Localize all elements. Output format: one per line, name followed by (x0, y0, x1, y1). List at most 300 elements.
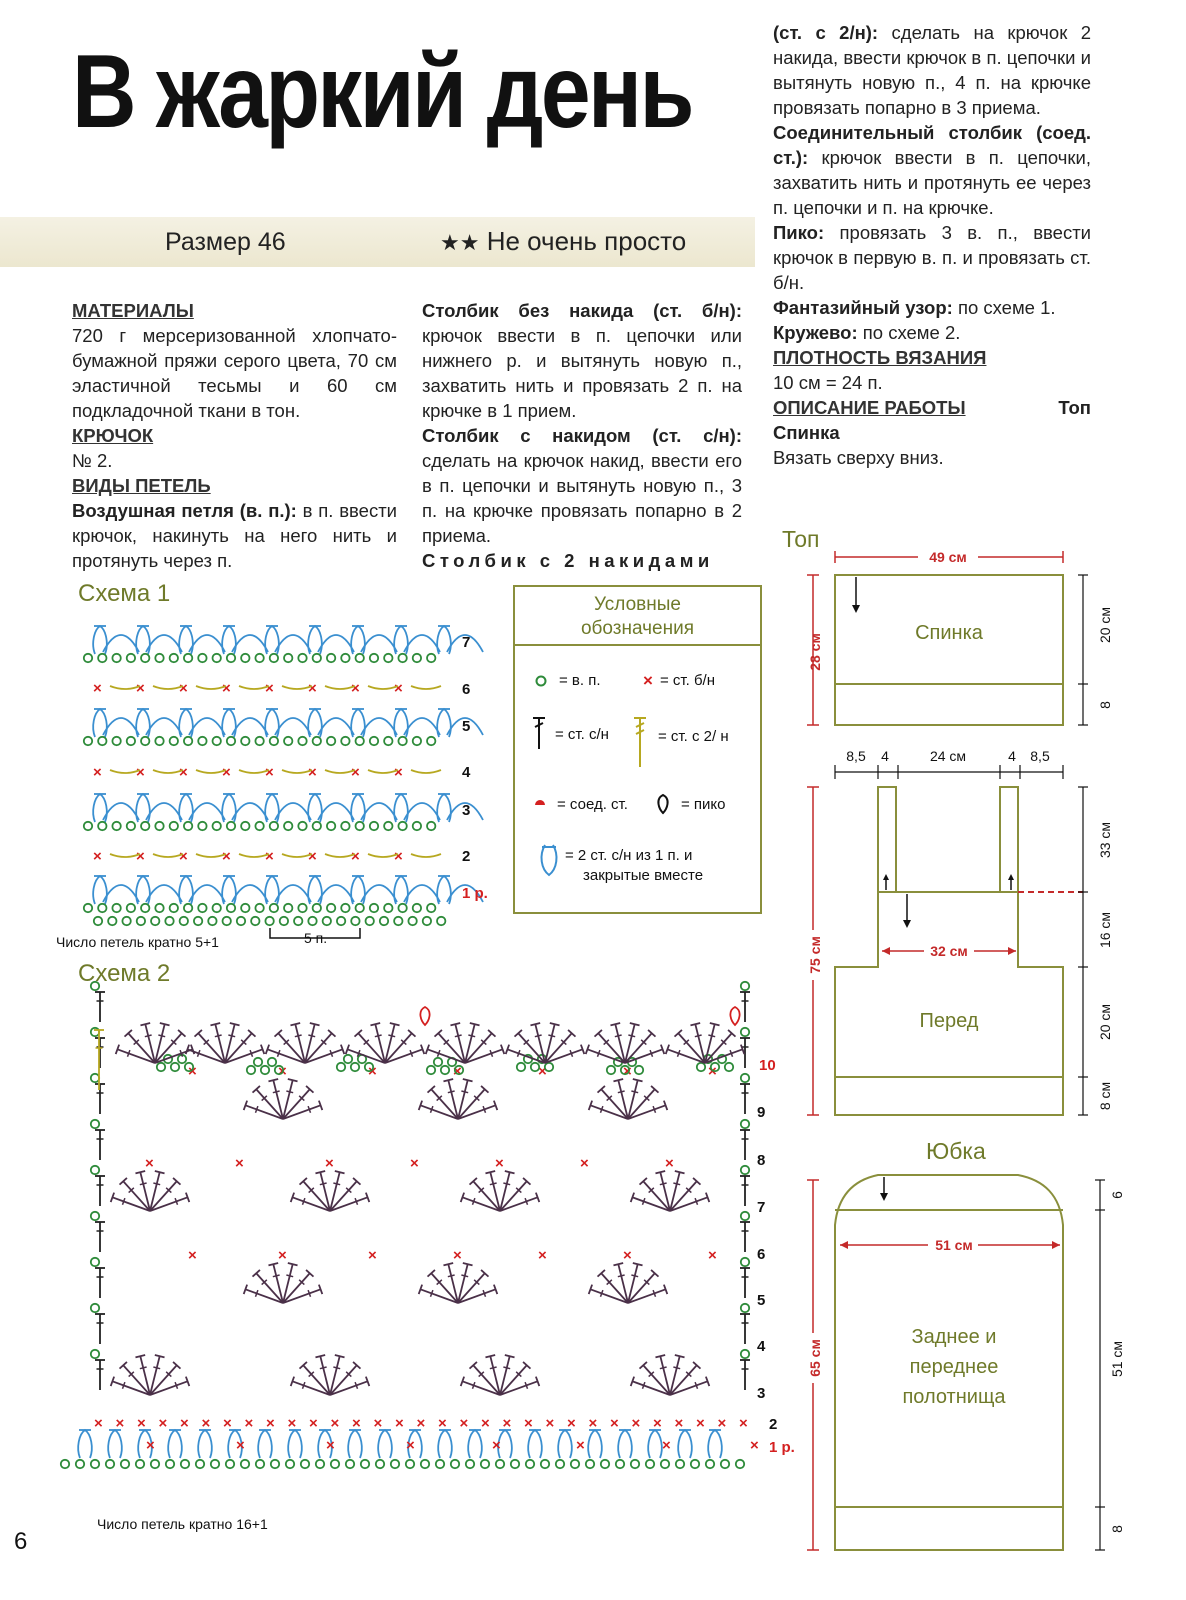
back-pattern (807, 547, 1113, 725)
chain-stitch-icon (341, 822, 349, 830)
front-upper: 20 см (1097, 1003, 1113, 1041)
sc-stitch-icon: × (244, 1415, 254, 1432)
sc-stitch-icon: × (179, 764, 188, 781)
dc-top-icon (135, 1171, 145, 1173)
chain-stitch-icon (271, 1460, 279, 1468)
scallop-icon (103, 803, 139, 820)
chain-stitch-icon (370, 904, 378, 912)
schema2-row-9: 9 (757, 1104, 766, 1121)
chain-stitch-icon (91, 1120, 99, 1128)
chain-stitch-icon (327, 654, 335, 662)
chain-stitch-icon (437, 917, 445, 925)
chain-stitch-icon (384, 904, 392, 912)
chain-stitch-icon (112, 737, 120, 745)
skirt-title: Юбка (926, 1138, 986, 1164)
chain-stitch-icon (301, 1460, 309, 1468)
chain-stitch-icon (241, 737, 249, 745)
sc-stitch-icon: × (179, 680, 188, 697)
cluster-stitch-icon (288, 1430, 302, 1458)
schema2-symbols (61, 982, 759, 1468)
scallop-icon (404, 803, 440, 820)
sc-stitch-icon: × (394, 680, 403, 697)
sc-stitch-icon: × (406, 1437, 415, 1454)
sc-stitch-icon: × (373, 1415, 383, 1432)
sc-stitch-icon: × (201, 1415, 211, 1432)
dc-bar-icon (153, 1367, 160, 1369)
chain-stitch-icon (255, 654, 263, 662)
chain-stitch-icon (413, 654, 421, 662)
legend-tr: = ст. с 2/ н (658, 728, 729, 745)
scallop-icon (318, 635, 354, 652)
sc-stitch-icon: × (459, 1415, 469, 1432)
dc-top-icon (155, 1355, 165, 1357)
sc-stitch-icon: × (93, 680, 102, 697)
sc-stitch-icon: × (502, 1415, 512, 1432)
chain-stitch-icon (157, 1063, 165, 1071)
sc-stitch-icon: × (265, 764, 274, 781)
chain-stitch-icon (706, 1460, 714, 1468)
cluster-stitch-icon (708, 1430, 722, 1458)
sc-stitch-icon: × (278, 1247, 287, 1264)
cluster-stitch-icon (258, 1430, 272, 1458)
sc-stitch-icon: × (222, 848, 231, 865)
chain-stitch-icon (384, 737, 392, 745)
chain-stitch-icon (356, 737, 364, 745)
chain-icon (537, 677, 546, 686)
chain-stitch-icon (341, 737, 349, 745)
dc-bar-icon (628, 1035, 635, 1037)
difficulty-label (440, 226, 686, 257)
dc-top-icon (505, 1355, 515, 1357)
schema1-symbols (84, 626, 483, 925)
legend-sc: = ст. б/н (660, 672, 716, 689)
chain-stitch-icon (251, 917, 259, 925)
legend-sl: = соед. ст. (557, 796, 628, 813)
sc-stitch-icon: × (158, 1415, 168, 1432)
dc-top-icon (160, 1023, 170, 1025)
schema2-row-10: 10 (759, 1057, 776, 1074)
chain-stitch-icon (213, 904, 221, 912)
chain-stitch-icon (298, 737, 306, 745)
chain-stitch-icon (127, 904, 135, 912)
chain-stitch-icon (607, 1066, 615, 1074)
sc-stitch-icon: × (236, 1437, 245, 1454)
chain-stitch-icon (327, 904, 335, 912)
back-upper: 20 см (1097, 606, 1113, 644)
sc-stitch-icon: × (222, 680, 231, 697)
chain-stitch-icon (268, 1058, 276, 1066)
chain-stitch-icon (436, 1460, 444, 1468)
dc-bar-icon (631, 1091, 638, 1093)
chain-stitch-icon (254, 1058, 262, 1066)
chain-stitch-icon (170, 904, 178, 912)
dc-bar-icon (273, 1275, 280, 1277)
chain-stitch-icon (208, 917, 216, 925)
scallop-icon (361, 803, 397, 820)
chain-stitch-icon (725, 1063, 733, 1071)
chain-stitch-icon (270, 737, 278, 745)
schema2-row-2: 2 (769, 1416, 778, 1433)
schema2-chart (55, 1005, 800, 1535)
chain-stitch-icon (270, 822, 278, 830)
chain-stitch-icon (466, 1460, 474, 1468)
schema1-row-3: 3 (462, 802, 471, 819)
page-title: В жаркий день (72, 34, 692, 150)
sc-stitch-icon: × (368, 1063, 377, 1080)
dc-top-icon (315, 1355, 325, 1357)
chain-stitch-icon (313, 904, 321, 912)
chain-stitch-icon (384, 822, 392, 830)
schema2-row-3: 3 (757, 1385, 766, 1402)
dc-top-icon (613, 1079, 623, 1081)
chain-stitch-icon (427, 822, 435, 830)
dc-bar-icon (695, 1035, 702, 1037)
skirt-height: 65 см (807, 1339, 823, 1377)
chain-stitch-icon (198, 904, 206, 912)
chain-stitch-icon (241, 822, 249, 830)
tr-chain-icon (411, 770, 441, 773)
chain-stitch-icon (294, 917, 302, 925)
skirt-mid: 51 см (1109, 1340, 1125, 1378)
scallop-icon (232, 718, 268, 735)
chain-stitch-icon (106, 1460, 114, 1468)
scallop-icon (275, 885, 311, 902)
chain-stitch-icon (284, 822, 292, 830)
chain-stitch-icon (91, 1212, 99, 1220)
chain-stitch-icon (398, 822, 406, 830)
dc-bar-icon (145, 1035, 152, 1037)
chain-stitch-icon (601, 1460, 609, 1468)
chain-stitch-icon (112, 654, 120, 662)
chain-stitch-icon (184, 822, 192, 830)
dc-top-icon (335, 1171, 345, 1173)
chain-stitch-icon (341, 654, 349, 662)
sc-stitch-icon: × (545, 1415, 555, 1432)
chain-stitch-icon (398, 654, 406, 662)
sc-stitch-icon: × (265, 680, 274, 697)
sc-stitch-icon: × (623, 1063, 632, 1080)
sc-stitch-icon: × (136, 680, 145, 697)
dc-top-icon (505, 1171, 515, 1173)
sc-stitch-icon: × (136, 848, 145, 865)
dc-top-icon (370, 1023, 380, 1025)
chain-stitch-icon (646, 1460, 654, 1468)
schema2-title: Схема 2 (78, 960, 171, 987)
sc-stitch-icon: × (576, 1437, 585, 1454)
sc-stitch-icon: × (662, 1437, 671, 1454)
scallop-icon (103, 635, 139, 652)
chain-stitch-icon (155, 822, 163, 830)
sc-stitch-icon: × (708, 1247, 717, 1264)
sc-stitch-icon: × (278, 1063, 287, 1080)
dc-top-icon (463, 1263, 473, 1265)
cluster-stitch-icon (648, 1430, 662, 1458)
schema1-row-5: 5 (462, 718, 471, 735)
skirt-label-3: полотнища (902, 1386, 1006, 1408)
sc-stitch-icon: × (223, 1415, 232, 1432)
dc-bar-icon (535, 1035, 542, 1037)
schema2-row-7: 7 (757, 1199, 766, 1216)
dc-bar-icon (320, 1367, 327, 1369)
chain-stitch-icon (112, 904, 120, 912)
column-materials (72, 298, 397, 573)
cluster-stitch-icon (618, 1430, 632, 1458)
dc-top-icon (155, 1171, 165, 1173)
chain-stitch-icon (171, 1063, 179, 1071)
chain-stitch-icon (413, 904, 421, 912)
sc-stitch-icon: × (665, 1155, 674, 1172)
dc-bar-icon (503, 1367, 510, 1369)
scallop-icon (361, 718, 397, 735)
chain-stitch-icon (541, 1460, 549, 1468)
chain-stitch-icon (184, 904, 192, 912)
sc-stitch-icon: × (394, 764, 403, 781)
schema2-row-5: 5 (757, 1292, 766, 1309)
sc-stitch-icon: × (179, 848, 188, 865)
chain-stitch-icon (255, 737, 263, 745)
scallop-icon (189, 635, 225, 652)
front-mid: 16 см (1097, 911, 1113, 949)
dc-top-icon (463, 1079, 473, 1081)
schema1-row-1: 1 р. (462, 885, 488, 902)
skirt-pattern (806, 1175, 1125, 1550)
picot-icon (420, 1007, 429, 1025)
chain-stitch-icon (91, 1460, 99, 1468)
sc-stitch-icon: × (453, 1247, 462, 1264)
legend-cluster-2: закрытые вместе (583, 867, 704, 884)
dc-top-icon (633, 1263, 643, 1265)
dc-top-icon (443, 1079, 453, 1081)
chain-stitch-icon (155, 904, 163, 912)
chain-stitch-icon (91, 1304, 99, 1312)
dc-top-icon (310, 1023, 320, 1025)
front-straps: 33 см (1097, 821, 1113, 859)
gauge-heading: ПЛОТНОСТЬ ВЯЗАНИЯ (773, 347, 987, 368)
scallop-icon (103, 885, 139, 902)
chain-stitch-icon (141, 822, 149, 830)
chain-stitch-icon (398, 904, 406, 912)
sc-stitch-icon: × (567, 1415, 576, 1432)
skirt-label-2: переднее (909, 1356, 999, 1378)
schema1-row-7: 7 (462, 634, 471, 651)
chain-stitch-icon (98, 654, 106, 662)
chain-stitch-icon (84, 737, 92, 745)
dc-top-icon (630, 1023, 640, 1025)
dc-bar-icon (320, 1183, 327, 1185)
chain-stitch-icon (741, 1304, 749, 1312)
sc-stitch-icon: × (309, 1415, 318, 1432)
dc-top-icon (633, 1079, 643, 1081)
dc-bar-icon (273, 1091, 280, 1093)
chain-stitch-icon (122, 917, 130, 925)
sc-stitch-icon: × (495, 1155, 504, 1172)
front-lower: 8 см (1097, 1081, 1113, 1111)
dc-top-icon (710, 1023, 720, 1025)
pattern-lace: Кружево: по схеме 2. (773, 322, 961, 343)
legend-title: Условные обозначения (580, 594, 695, 639)
sc-stitch-icon: × (481, 1415, 490, 1432)
chain-stitch-icon (91, 1166, 99, 1174)
dc-bar-icon (490, 1367, 497, 1369)
dc-bar-icon (333, 1367, 340, 1369)
sc-stitch-icon: × (188, 1247, 197, 1264)
front-dim-4: 4 (1008, 748, 1016, 764)
dc-bar-icon (455, 1035, 462, 1037)
scallop-icon (189, 803, 225, 820)
sc-stitch-icon: × (368, 1247, 377, 1264)
chain-stitch-icon (211, 1460, 219, 1468)
chain-stitch-icon (198, 654, 206, 662)
chain-stitch-icon (151, 1460, 159, 1468)
dc-bar-icon (286, 1091, 293, 1093)
sc-stitch-icon: × (136, 764, 145, 781)
chain-stitch-icon (741, 1258, 749, 1266)
chain-stitch-icon (121, 1460, 129, 1468)
chain-stitch-icon (370, 822, 378, 830)
chain-stitch-icon (337, 917, 345, 925)
chain-stitch-icon (141, 904, 149, 912)
dc-top-icon (140, 1023, 150, 1025)
chain-stitch-icon (247, 1066, 255, 1074)
scallop-icon (275, 803, 311, 820)
chain-stitch-icon (313, 822, 321, 830)
sc-stitch-icon: × (93, 764, 102, 781)
scallop-icon (189, 885, 225, 902)
chain-stitch-icon (736, 1460, 744, 1468)
chain-stitch-icon (434, 1058, 442, 1066)
chain-stitch-icon (298, 904, 306, 912)
scallop-icon (404, 885, 440, 902)
chain-stitch-icon (226, 1460, 234, 1468)
sc-stitch-icon: × (137, 1415, 146, 1432)
sc-stitch-icon: × (395, 1415, 404, 1432)
cluster-stitch-icon (348, 1430, 362, 1458)
dc-top-icon (610, 1023, 620, 1025)
materials-heading: МАТЕРИАЛЫ (72, 300, 194, 321)
sc-stitch-icon: × (93, 848, 102, 865)
chain-stitch-icon (91, 1350, 99, 1358)
scallop-icon (275, 635, 311, 652)
chain-stitch-icon (346, 1460, 354, 1468)
cluster-stitch-icon (78, 1430, 92, 1458)
sc-stitch-icon: × (330, 1415, 340, 1432)
sc-stitch-icon: × (739, 1415, 748, 1432)
chain-stitch-icon (298, 654, 306, 662)
size-label: Размер 46 (165, 228, 286, 256)
dc-top-icon (230, 1023, 240, 1025)
chain-stitch-icon (394, 917, 402, 925)
chain-stitch-icon (94, 917, 102, 925)
sc-stitch-icon: × (308, 848, 317, 865)
chain-stitch-icon (181, 1460, 189, 1468)
cluster-stitch-icon (528, 1430, 542, 1458)
chain-stitch-icon (155, 654, 163, 662)
chain-stitch-icon (84, 654, 92, 662)
description-sub: Спинка (773, 422, 840, 443)
chain-stitch-icon (241, 1460, 249, 1468)
dc-top-icon (268, 1263, 278, 1265)
chain-stitch-icon (351, 1063, 359, 1071)
chain-stitch-icon (213, 654, 221, 662)
chain-stitch-icon (337, 1063, 345, 1071)
chain-stitch-icon (213, 737, 221, 745)
legend-box (513, 585, 762, 914)
chain-stitch-icon (227, 654, 235, 662)
chain-stitch-icon (741, 1028, 749, 1036)
back-label: Спинка (915, 622, 983, 644)
back-lower: 8 (1097, 701, 1113, 709)
chain-stitch-icon (344, 1055, 352, 1063)
chain-stitch-icon (108, 917, 116, 925)
legend-dc: = ст. с/н (555, 726, 609, 743)
sc-stitch-icon: × (351, 764, 360, 781)
chain-stitch-icon (496, 1460, 504, 1468)
chain-stitch-icon (213, 822, 221, 830)
dc-bar-icon (228, 1035, 235, 1037)
front-dim-5: 8,5 (1030, 748, 1050, 764)
chain-stitch-icon (427, 904, 435, 912)
front-pattern (806, 748, 1113, 1115)
chain-stitch-icon (616, 1460, 624, 1468)
dc-bar-icon (548, 1035, 555, 1037)
back-height: 28 см (807, 633, 823, 671)
chain-stitch-icon (313, 737, 321, 745)
tr-chain-icon (411, 854, 441, 857)
chain-stitch-icon (91, 1028, 99, 1036)
stitch-sc: Столбик без накида (ст. б/н): крючок ввести в п. цепочки или нижнего р. и вытянуть новую п., захватить нить и провязать 2 п. на крючке в 1 прием. (422, 300, 742, 421)
schema1-repeat: 5 п. (304, 930, 328, 946)
sc-stitch-icon: × (410, 1155, 419, 1172)
top-title: Топ (782, 526, 820, 552)
sc-icon: × (643, 671, 653, 690)
sc-stitch-icon: × (750, 1437, 759, 1454)
cluster-stitch-icon (468, 1430, 482, 1458)
chain-stitch-icon (284, 737, 292, 745)
chain-stitch-icon (327, 822, 335, 830)
sc-stitch-icon: × (325, 1155, 334, 1172)
chain-stitch-icon (481, 1460, 489, 1468)
chain-stitch-icon (741, 982, 749, 990)
chain-stitch-icon (137, 917, 145, 925)
dc-bar-icon (333, 1183, 340, 1185)
skirt-width: 51 см (935, 1237, 973, 1253)
sc-stitch-icon: × (235, 1155, 244, 1172)
sc-stitch-icon: × (538, 1063, 547, 1080)
dc-top-icon (290, 1023, 300, 1025)
scallop-icon (404, 635, 440, 652)
chain-stitch-icon (406, 1460, 414, 1468)
slip-stitch-icon (535, 800, 545, 805)
chain-stitch-icon (284, 904, 292, 912)
scallop-icon (146, 803, 182, 820)
chain-stitch-icon (280, 917, 288, 925)
dc-top-icon (210, 1023, 220, 1025)
chain-stitch-icon (361, 1460, 369, 1468)
dc-top-icon (470, 1023, 480, 1025)
cluster-icon (542, 845, 557, 875)
sc-stitch-icon: × (416, 1415, 426, 1432)
chain-stitch-icon (165, 917, 173, 925)
chain-stitch-icon (721, 1460, 729, 1468)
description-text: Вязать сверху вниз. (773, 447, 944, 468)
scallop-icon (318, 718, 354, 735)
chain-stitch-icon (227, 822, 235, 830)
description-heading: ОПИСАНИЕ РАБОТЫ (773, 397, 966, 418)
chain-stitch-icon (155, 737, 163, 745)
dc-top-icon (135, 1355, 145, 1357)
chain-stitch-icon (427, 1066, 435, 1074)
tr-chain-icon (411, 686, 441, 689)
